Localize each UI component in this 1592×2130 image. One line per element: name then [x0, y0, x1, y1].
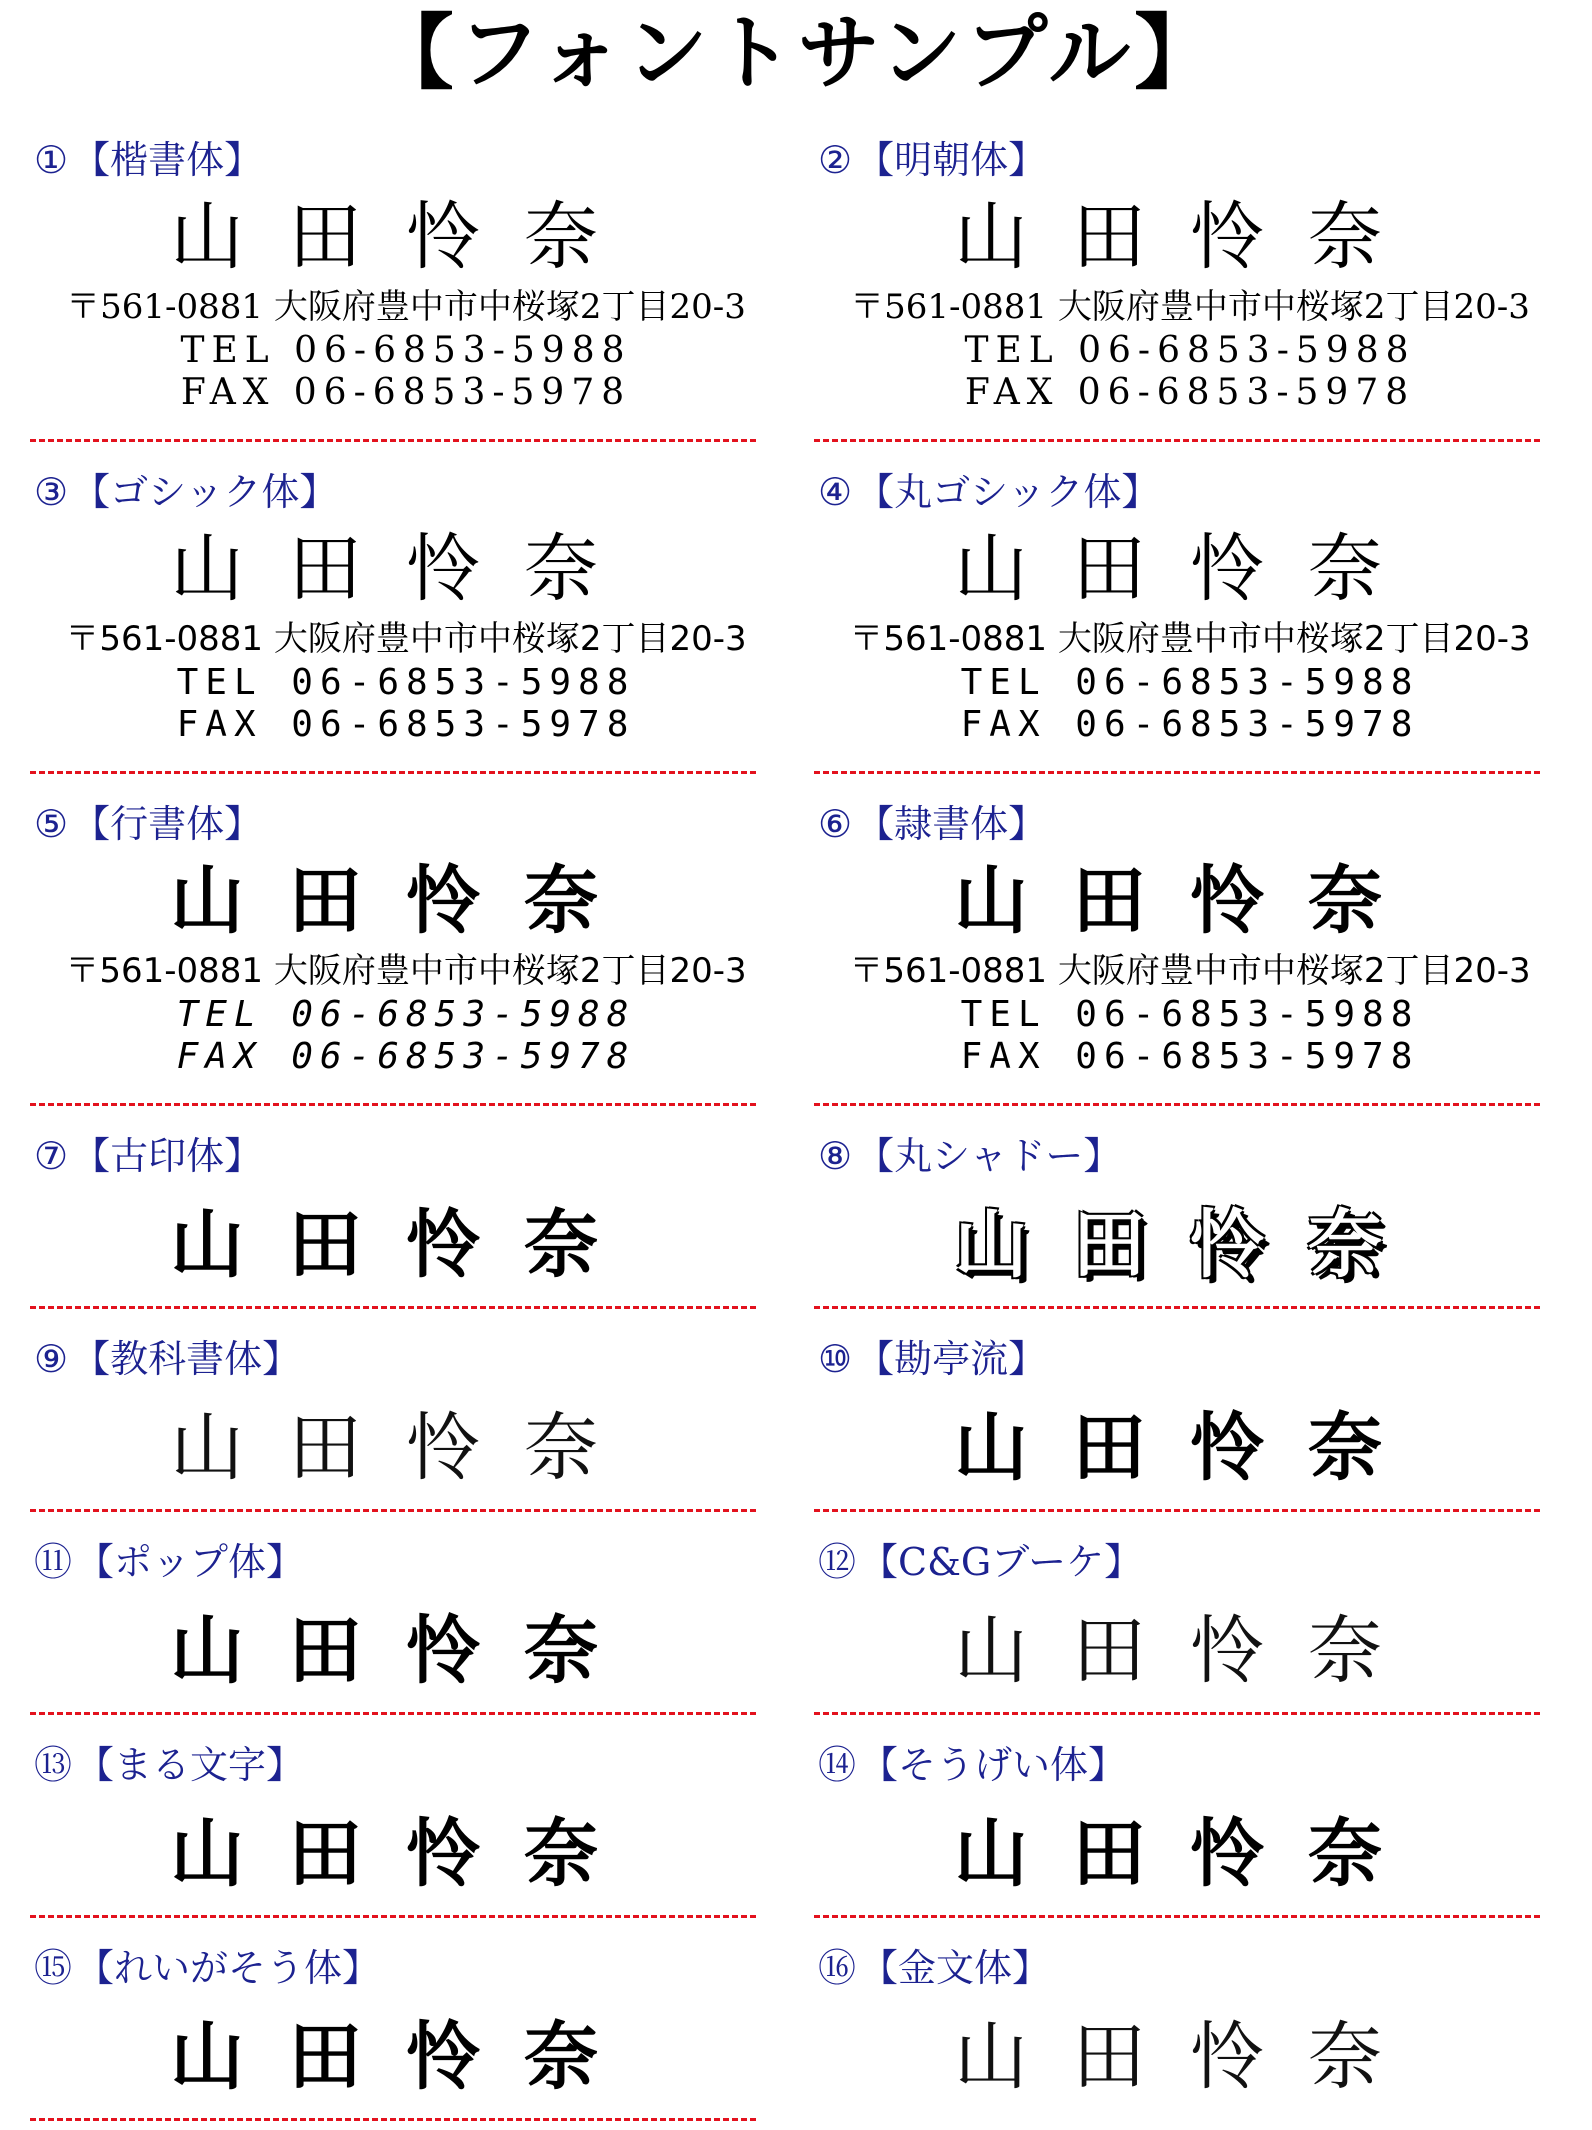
dashed-divider [814, 1915, 1540, 1918]
sample-tel: TEL 06-6853-5988 [964, 330, 1416, 371]
sample-cg-bouquet [814, 1514, 1566, 1717]
sample-name: 山田怜奈 [170, 194, 642, 280]
page-title: 【フォントサンプル】 [371, 6, 1221, 101]
sample-tel: TEL 06-6853-5988 [180, 330, 632, 371]
sample-label: ⑮ 【れいがそう体】 [34, 1946, 381, 1990]
sample-gyosho [30, 776, 782, 1108]
sample-fax: FAX 06-6853-5978 [964, 372, 1416, 413]
sample-address: 〒561-0881 大阪府豊中市中桜塚2丁目20-3 [849, 951, 1531, 991]
dashed-divider [814, 1103, 1540, 1106]
sample-address: 〒561-0881 大阪府豊中市中桜塚2丁目20-3 [65, 619, 747, 659]
sample-tel: TEL 06-6853-5988 [176, 994, 636, 1035]
sample-fax: FAX 06-6853-5978 [960, 704, 1420, 745]
sample-label: ⑬ 【まる文字】 [34, 1743, 305, 1787]
dashed-divider [814, 1509, 1540, 1512]
sample-name: 山田怜奈 [170, 1405, 642, 1491]
dashed-divider [30, 2118, 756, 2121]
sample-koin [30, 1108, 782, 1311]
sample-label: ④ 【丸ゴシック体】 [818, 470, 1160, 514]
dashed-divider [814, 1712, 1540, 1715]
sample-name: 山田怜奈 [954, 1608, 1426, 1694]
sample-label: ⑫ 【C&Gブーケ】 [818, 1540, 1143, 1584]
sample-address: 〒561-0881 大阪府豊中市中桜塚2丁目20-3 [66, 287, 746, 327]
dashed-divider [30, 1915, 756, 1918]
sample-kinbun [814, 1920, 1566, 2123]
dashed-divider [30, 1103, 756, 1106]
sample-fax: FAX 06-6853-5978 [180, 372, 632, 413]
sample-name: 山田怜奈 [954, 1405, 1426, 1491]
sample-kaisho [30, 112, 782, 444]
sample-name: 山田怜奈 [170, 2014, 642, 2100]
sample-name: 山田怜奈 [170, 526, 642, 612]
sample-name: 山田怜奈 [170, 858, 642, 944]
sample-reigasou [30, 1920, 782, 2123]
sample-label: ⑦ 【古印体】 [34, 1134, 263, 1178]
dashed-divider [30, 1712, 756, 1715]
sample-fax: FAX 06-6853-5978 [176, 1036, 636, 1077]
sample-label: ⑤ 【行書体】 [34, 802, 263, 846]
sample-pop [30, 1514, 782, 1717]
dashed-divider [30, 1509, 756, 1512]
sample-label: ⑪ 【ポップ体】 [34, 1540, 305, 1584]
dashed-divider [814, 771, 1540, 774]
sample-label: ② 【明朝体】 [818, 138, 1047, 182]
sample-address: 〒561-0881 大阪府豊中市中桜塚2丁目20-3 [849, 619, 1531, 659]
sample-maru-moji [30, 1717, 782, 1920]
sample-label: ① 【楷書体】 [34, 138, 263, 182]
sample-reisho [814, 776, 1566, 1108]
sample-label: ⑧ 【丸シャドー】 [818, 1134, 1122, 1178]
sample-label: ⑯ 【金文体】 [818, 1946, 1051, 1990]
sample-name: 山田怜奈 [954, 2014, 1426, 2100]
sample-name: 山田怜奈 [170, 1202, 642, 1288]
sample-name: 山田怜奈 [954, 1811, 1426, 1897]
dashed-divider [814, 1306, 1540, 1309]
sample-name: 山田怜奈 [954, 1202, 1426, 1288]
sample-mincho [814, 112, 1566, 444]
sample-tel: TEL 06-6853-5988 [176, 662, 636, 703]
sample-gothic [30, 444, 782, 776]
dashed-divider [30, 771, 756, 774]
sample-name: 山田怜奈 [170, 1811, 642, 1897]
sample-name: 山田怜奈 [954, 526, 1426, 612]
sample-label: ⑥ 【隷書体】 [818, 802, 1047, 846]
dashed-divider [30, 439, 756, 442]
sample-kanteiryu [814, 1311, 1566, 1514]
sample-fax: FAX 06-6853-5978 [960, 1036, 1420, 1077]
sample-label: ⑨ 【教科書体】 [34, 1337, 301, 1381]
dashed-divider [814, 439, 1540, 442]
sample-tel: TEL 06-6853-5988 [960, 662, 1420, 703]
sample-sougei [814, 1717, 1566, 1920]
sample-name: 山田怜奈 [954, 194, 1426, 280]
sample-fax: FAX 06-6853-5978 [176, 704, 636, 745]
sample-label: ⑭ 【そうげい体】 [818, 1743, 1127, 1787]
sample-name: 山田怜奈 [954, 858, 1426, 944]
sample-maru-shadow [814, 1108, 1566, 1311]
sample-tel: TEL 06-6853-5988 [960, 994, 1420, 1035]
sample-address: 〒561-0881 大阪府豊中市中桜塚2丁目20-3 [850, 287, 1530, 327]
sample-maru-gothic [814, 444, 1566, 776]
sample-kyokasho [30, 1311, 782, 1514]
sample-name: 山田怜奈 [170, 1608, 642, 1694]
sample-label: ⑩ 【勘亭流】 [818, 1337, 1047, 1381]
dashed-divider [30, 1306, 756, 1309]
sample-label: ③ 【ゴシック体】 [34, 470, 338, 514]
font-sample-grid [30, 112, 1566, 2123]
sample-address: 〒561-0881 大阪府豊中市中桜塚2丁目20-3 [65, 951, 747, 991]
